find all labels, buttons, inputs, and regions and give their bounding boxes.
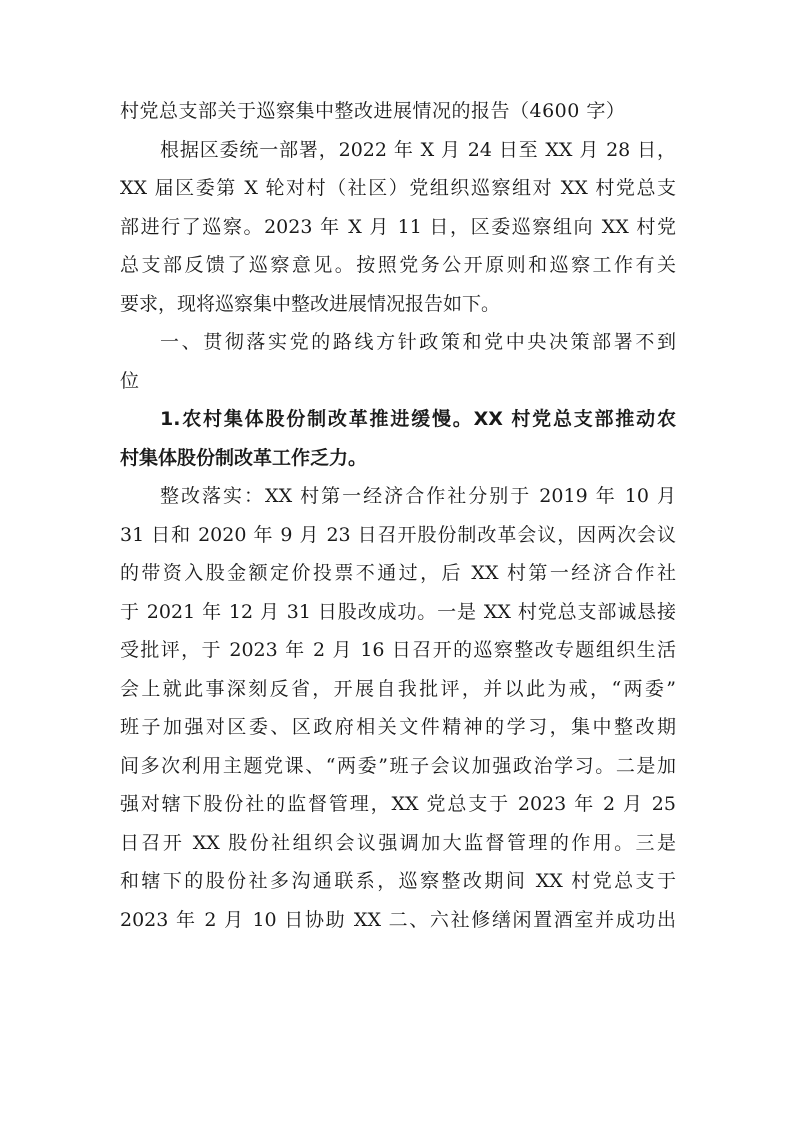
- paragraph-line: 强对辖下股份社的监督管理，XX 党总支于 2023 年 2 月 25: [120, 793, 676, 815]
- paragraph-line: 日召开 XX 股份社组织会议强调加大监督管理的作用。三是: [120, 831, 676, 854]
- paragraph-line: 根据区委统一部署，2022 年 X 月 24 日至 XX 月 28 日，: [160, 138, 676, 161]
- paragraph-line: 班子加强对区委、区政府相关文件精神的学习，集中整改期: [120, 716, 676, 738]
- section-heading: 位: [120, 369, 140, 392]
- document-title: 村党总支部关于巡察集中整改进展情况的报告（4600 字）: [120, 100, 626, 122]
- paragraph-line: 要求，现将巡察集中整改进展情况报告如下。: [120, 292, 501, 315]
- section-heading: 一、贯彻落实党的路线方针政策和党中央决策部署不到: [160, 331, 676, 353]
- paragraph-line: 31 日和 2020 年 9 月 23 日召开股份制改革会议，因两次会议: [120, 523, 676, 546]
- paragraph-line: 受批评，于 2023 年 2 月 16 日召开的巡察整改专题组织生活: [120, 639, 676, 661]
- paragraph-line: 2023 年 2 月 10 日协助 XX 二、六社修缮闲置酒室并成功出: [120, 908, 676, 931]
- item-heading: 1.农村集体股份制改革推进缓慢。XX 村党总支部推动农: [160, 408, 676, 430]
- document-page: [120, 92, 676, 939]
- paragraph-line: 总支部反馈了巡察意见。按照党务公开原则和巡察工作有关: [120, 254, 676, 276]
- paragraph-line: 和辖下的股份社多沟通联系，巡察整改期间 XX 村党总支于: [120, 870, 676, 892]
- paragraph-line: 的带资入股金额定价投票不通过，后 XX 村第一经济合作社: [120, 562, 676, 584]
- item-heading: 村集体股份制改革工作乏力。: [120, 446, 368, 469]
- paragraph-line: XX 届区委第 X 轮对村（社区）党组织巡察组对 XX 村党总支: [120, 177, 676, 199]
- paragraph-line: 间多次利用主题党课、“两委”班子会议加强政治学习。二是加: [120, 754, 676, 777]
- paragraph-line: 于 2021 年 12 月 31 日股改成功。一是 XX 村党总支部诚恳接: [120, 600, 676, 623]
- paragraph-line: 部进行了巡察。2023 年 X 月 11 日，区委巡察组向 XX 村党: [120, 215, 676, 238]
- paragraph-line: 整改落实：XX 村第一经济合作社分别于 2019 年 10 月: [160, 485, 676, 507]
- paragraph-line: 会上就此事深刻反省，开展自我批评，并以此为戒，“两委”: [120, 677, 676, 700]
